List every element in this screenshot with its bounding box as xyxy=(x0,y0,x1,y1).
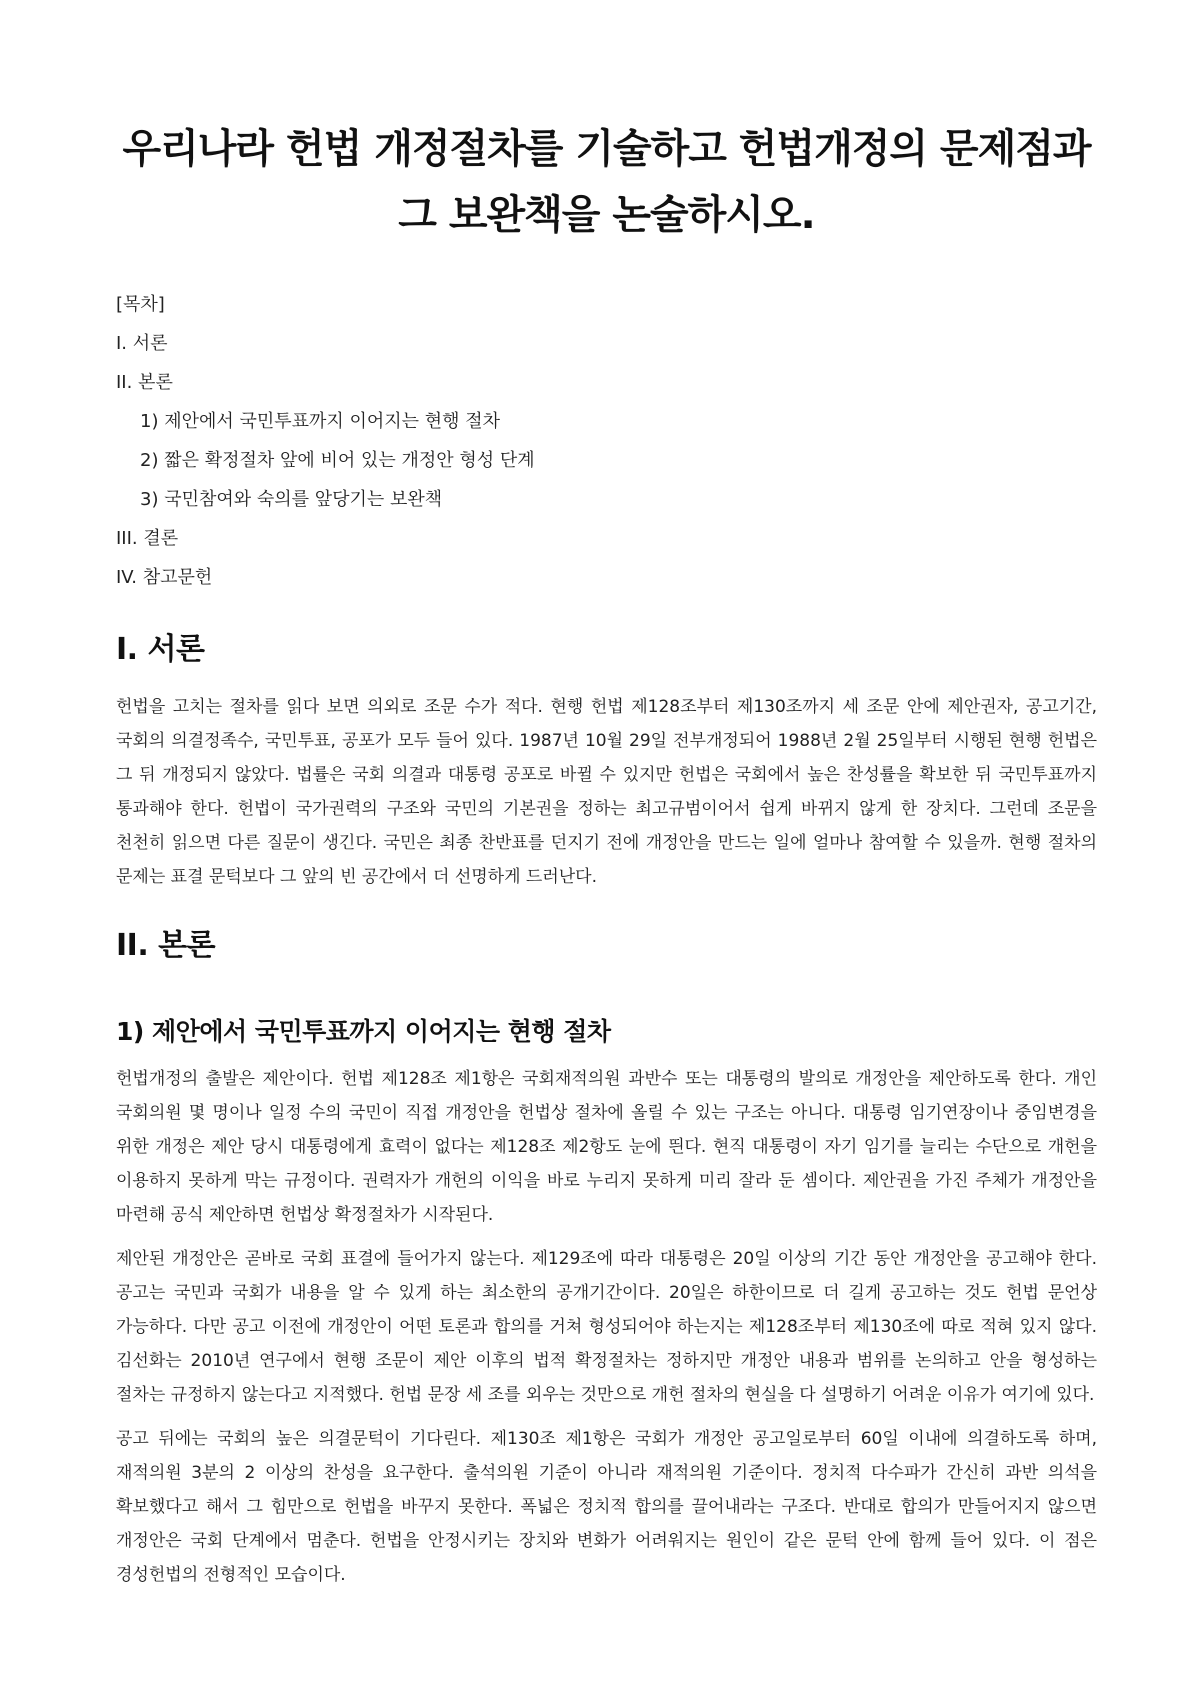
toc-item-body: II. 본론 xyxy=(116,372,173,393)
subsection-1-paragraph-2: 제안된 개정안은 곧바로 국회 표결에 들어가지 않는다. 제129조에 따라 대통령은 20일 이상의 기간 동안 개정안을 공고해야 한다. 공고는 국민과 국회가 내용을 알 수 있게 하는 최소한의 공개기간이다. 20일은 하한이므로 더 길게 공고하는 것도 헌법 문언상 가능하다. 다만 공고 이전에 개정안이 어떤 토론과 합의를 거쳐 형성되어야 하는지는 제128조부터 제130조에 따로 적혀 있지 않다. 김선화는 2010년 연구에서 현행 조문이 제안 이후의 법적 확정절차는 정하지만 개정안 내용과 범위를 논의하고 안을 형성하는 절차는 규정하지 않는다고 지적했다. 헌법 문장 세 조를 외우는 것만으로 개헌 절차의 현실을 다 설명하기 어려운 이유가 여기에 있다. xyxy=(116,1249,1097,1405)
toc-item-body-3: 3) 국민참여와 숙의를 앞당기는 보완책 xyxy=(140,489,443,510)
document-title: 우리나라 헌법 개정절차를 기술하고 헌법개정의 문제점과 그 보완책을 논술하시오. xyxy=(122,126,1091,238)
toc-item-body-1: 1) 제안에서 국민투표까지 이어지는 현행 절차 xyxy=(140,411,501,432)
body-heading: II. 본론 xyxy=(116,928,216,963)
intro-heading: I. 서론 xyxy=(116,632,205,667)
toc-heading: [목차] xyxy=(116,294,165,315)
subsection-1-paragraph-1: 헌법개정의 출발은 제안이다. 헌법 제128조 제1항은 국회재적의원 과반수 또는 대통령의 발의로 개정안을 제안하도록 한다. 개인 국회의원 몇 명이나 일정 수의 국민이 직접 개정안을 헌법상 절차에 올릴 수 있는 구조는 아니다. 대통령 임기연장이나 중임변경을 위한 개정은 제안 당시 대통령에게 효력이 없다는 제128조 제2항도 눈에 띈다. 현직 대통령이 자기 임기를 늘리는 수단으로 개헌을 이용하지 못하게 막는 규정이다. 권력자가 개헌의 이익을 바로 누리지 못하게 미리 잘라 둔 셈이다. 제안권을 가진 주체가 개정안을 마련해 공식 제안하면 헌법상 확정절차가 시작된다. xyxy=(116,1069,1097,1225)
toc-item-conclusion: III. 결론 xyxy=(116,528,179,549)
subsection-1-paragraph-3: 공고 뒤에는 국회의 높은 의결문턱이 기다린다. 제130조 제1항은 국회가 개정안 공고일로부터 60일 이내에 의결하도록 하며, 재적의원 3분의 2 이상의 찬성을 요구한다. 출석의원 기준이 아니라 재적의원 기준이다. 정치적 다수파가 간신히 과반 의석을 확보했다고 해서 그 힘만으로 헌법을 바꾸지 못한다. 폭넓은 정치적 합의를 끌어내라는 구조다. 반대로 합의가 만들어지지 않으면 개정안은 국회 단계에서 멈춘다. 헌법을 안정시키는 장치와 변화가 어려워지는 원인이 같은 문턱 안에 함께 들어 있다. 이 점은 경성헌법의 전형적인 모습이다. xyxy=(116,1429,1097,1585)
body-section xyxy=(116,926,1097,1592)
subsection-1-heading: 1) 제안에서 국민투표까지 이어지는 현행 절차 xyxy=(116,1017,611,1046)
toc-list xyxy=(116,292,1097,604)
toc-item-references: IV. 참고문헌 xyxy=(116,567,213,588)
table-of-contents xyxy=(116,292,1097,604)
toc-item-body-2: 2) 짧은 확정절차 앞에 비어 있는 개정안 형성 단계 xyxy=(140,450,535,471)
intro-paragraph: 헌법을 고치는 절차를 읽다 보면 의외로 조문 수가 적다. 현행 헌법 제128조부터 제130조까지 세 조문 안에 제안권자, 공고기간, 국회의 의결정족수, 국민투표, 공포가 모두 들어 있다. 1987년 10월 29일 전부개정되어 1988년 2월 25일부터 시행된 현행 헌법은 그 뒤 개정되지 않았다. 법률은 국회 의결과 대통령 공포로 바뀔 수 있지만 헌법은 국회에서 높은 찬성률을 확보한 뒤 국민투표까지 통과해야 한다. 헌법이 국가권력의 구조와 국민의 기본권을 정하는 최고규범이어서 쉽게 바뀌지 않게 한 장치다. 그런데 조문을 천천히 읽으면 다른 질문이 생긴다. 국민은 최종 찬반표를 던지기 전에 개정안을 만드는 일에 얼마나 참여할 수 있을까. 현행 절차의 문제는 표결 문턱보다 그 앞의 빈 공간에서 더 선명하게 드러난다. xyxy=(116,697,1097,887)
toc-item-intro: I. 서론 xyxy=(116,333,168,354)
intro-section xyxy=(116,630,1097,894)
